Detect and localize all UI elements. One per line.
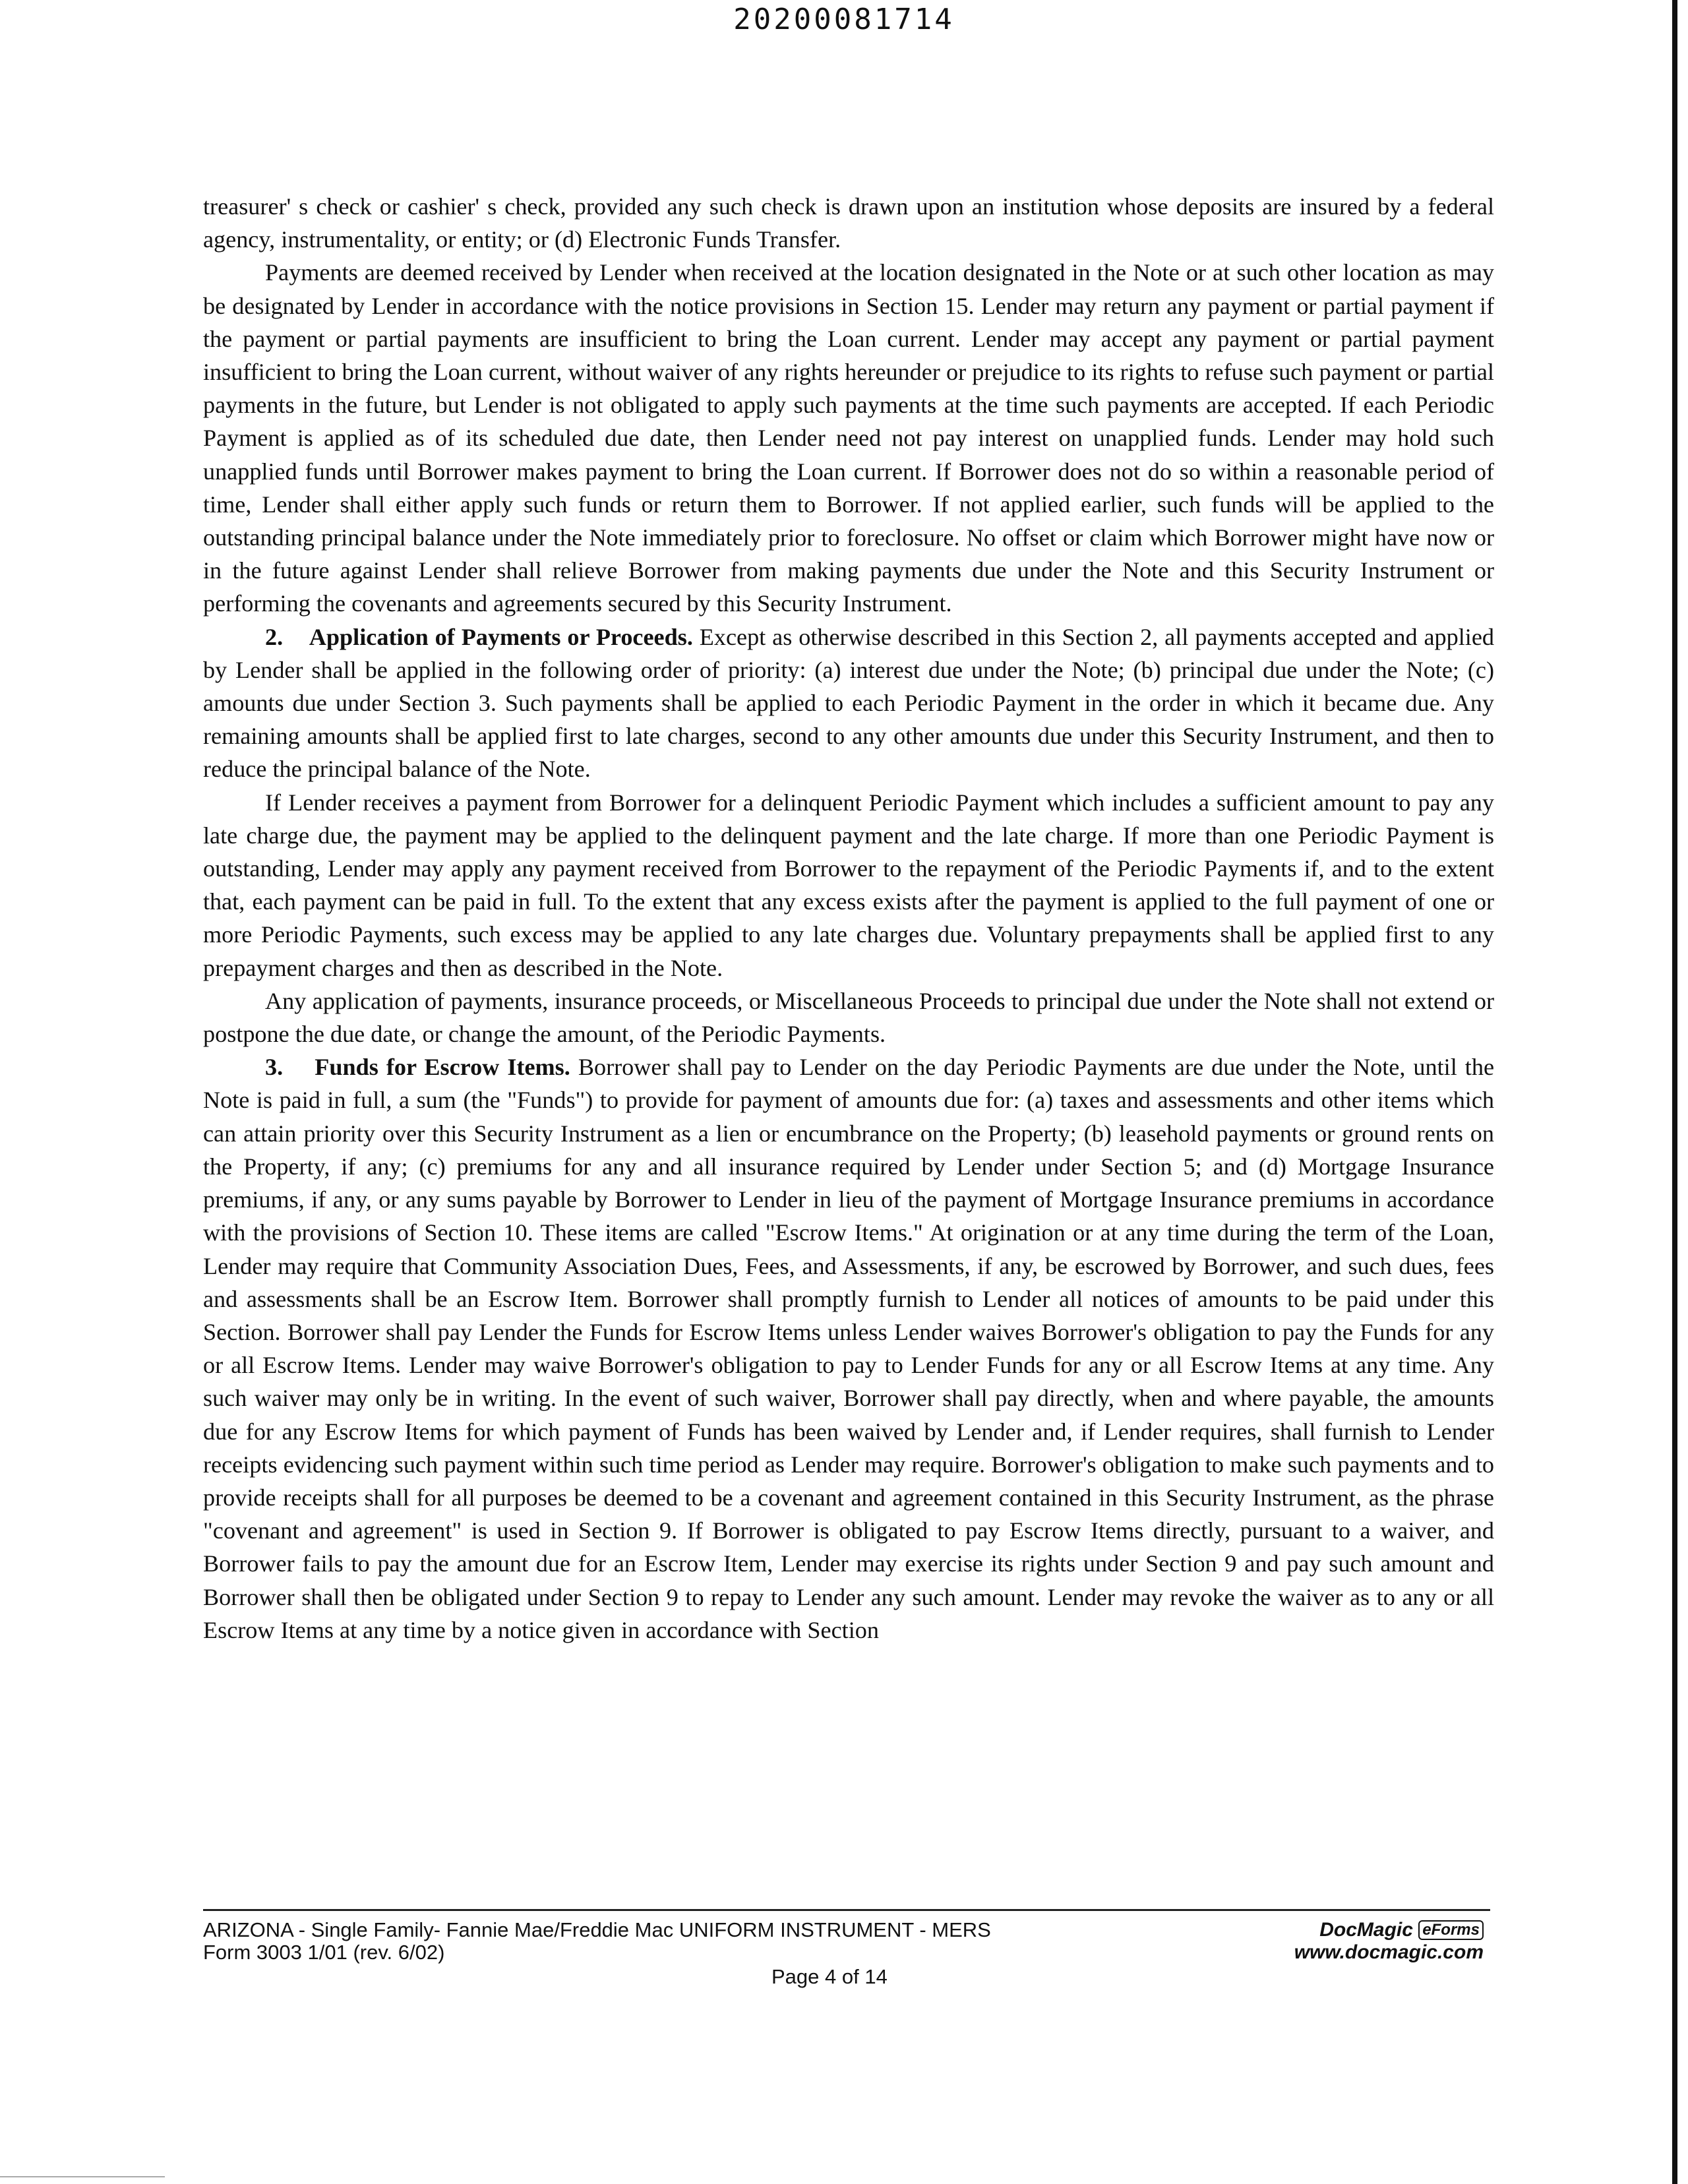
footer-divider — [203, 1909, 1490, 1911]
section-title: Application of Payments or Proceeds. — [309, 623, 693, 650]
section-text: Borrower shall pay to Lender on the day Periodic Payments are due under the Note, until the Note is paid in full, a sum (the "Funds") to provide for payment of amounts due for: (a) taxes and assessments and other items which can attain priority over this Security Instrument as a lien or encumbrance on the Property; (b) leasehold payments or ground rents on the Property, if any; (c) premiums for any and all insurance required by Lender under Section 5; and (d) Mortgage Insurance premiums, if any, or any sums payable by Borrower to Lender in lieu of the payment of Mortgage Insurance premiums in accordance with the provisions of Section 10. These items are called "Escrow Items." At origination or at any time during the term of the Loan, Lender may require that Community Association Dues, Fees, and Assessments, if any, be escrowed by Borrower, and such dues, fees and assessments shall be an Escrow Item. Borrower shall promptly furnish to Lender all notices of amounts to be paid under this Section. Borrower shall pay Lender the Funds for Escrow Items unless Lender waives Borrower's obligation to pay the Funds for any or all Escrow Items. Lender may waive Borrower's obligation to pay to Lender Funds for any or all Escrow Items at any time. Any such waiver may only be in writing. In the event of such waiver, Borrower shall pay directly, when and where payable, the amounts due for any Escrow Items for which payment of Funds has been waived by Lender and, if Lender requires, shall furnish to Lender receipts evidencing such payment within such time period as Lender may require. Borrower's obligation to make such payments and to provide receipts shall for all purposes be deemed to be a covenant and agreement contained in this Security Instrument, as the phrase "covenant and agreement" is used in Section 9. If Borrower is obligated to pay Escrow Items directly, pursuant to a waiver, and Borrower fails to pay the amount due for an Escrow Item, Lender may exercise its rights under Section 9 and pay such amount and Borrower shall then be obligated under Section 9 to repay to Lender any such amount. Lender may revoke the waiver as to any or all Escrow Items at any time by a notice given in accordance with Section — [203, 1054, 1495, 1643]
paragraph: Payments are deemed received by Lender when received at the location designated in the Note or at such other location as may be designated by Lender in accordance with the notice provisions in Section 15. Lender may return any payment or partial payment if the payment or partial payments are insufficient to bring the Loan current. Lender may accept any payment or partial payment insufficient to bring the Loan current, without waiver of any rights hereunder or prejudice to its rights to refuse such payment or partial payments in the future, but Lender is not obligated to apply such payments at the time such payments are accepted. If each Periodic Payment is applied as of its scheduled due date, then Lender need not pay interest on unapplied funds. Lender may hold such unapplied funds until Borrower makes payment to bring the Loan current. If Borrower does not do so within a reasonable period of time, Lender shall either apply such funds or return them to Borrower. If not applied earlier, such funds will be applied to the outstanding principal balance under the Note immediately prior to foreclosure. No offset or claim which Borrower might have now or in the future against Lender shall relieve Borrower from making payments due under the Note and this Security Instrument or performing the covenants and agreements secured by this Security Instrument. — [203, 259, 1494, 617]
eforms-logo-icon: eForms — [1418, 1920, 1484, 1940]
form-number: Form 3003 1/01 (rev. 6/02) — [203, 1941, 445, 1964]
paragraph: If Lender receives a payment from Borrower for a delinquent Periodic Payment which includes a sufficient amount to pay any late charge due, the payment may be applied to the delinquent payment and the late charge. If more than one Periodic Payment is outstanding, Lender may apply any payment received from Borrower to the repayment of the Periodic Payments if, and to the extent that, each payment can be paid in full. To the extent that any excess exists after the payment is applied to the full payment of one or more Periodic Payments, such excess may be applied to any late charges due. Voluntary prepayments shall be applied first to any prepayment charges and then as described in the Note. — [203, 789, 1494, 981]
document-body — [203, 190, 1494, 1647]
section-number: 3. — [265, 1054, 284, 1081]
section-paragraph — [203, 621, 1494, 786]
scan-edge-border — [1672, 0, 1677, 2184]
section-paragraph — [203, 1050, 1494, 1647]
form-title: ARIZONA - Single Family- Fannie Mae/Freddie Mac UNIFORM INSTRUMENT - MERS — [203, 1918, 991, 1941]
paragraph: Any application of payments, insurance proceeds, or Miscellaneous Proceeds to principal due under the Note shall not extend or postpone the due date, or change the amount, of the Periodic Payments. — [203, 987, 1494, 1048]
docmagic-branding — [1246, 1919, 1484, 1964]
brand-website: www.docmagic.com — [1294, 1941, 1484, 1963]
recording-number: 20200081714 — [733, 3, 955, 36]
form-identification — [203, 1919, 991, 1964]
page-number: Page 4 of 14 — [771, 1965, 888, 1988]
brand-name: DocMagic — [1319, 1919, 1413, 1941]
section-title: Funds for Escrow Items. — [315, 1054, 570, 1081]
scan-artifact-line — [0, 2176, 165, 2177]
section-number: 2. — [265, 623, 284, 650]
paragraph: treasurer' s check or cashier' s check, provided any such check is drawn upon an institution whose deposits are insured by a federal agency, instrumentality, or entity; or (d) Electronic Funds Transfer. — [203, 193, 1494, 253]
section-text: Except as otherwise described in this Section 2, all payments accepted and applied by Lender shall be applied in the following order of priority: (a) interest due under the Note; (b) principal due under the Note; (c) amounts due under Section 3. Such payments shall be applied to each Periodic Payment in the order in which it became due. Any remaining amounts shall be applied first to late charges, second to any other amounts due under this Security Instrument, and then to reduce the principal balance of the Note. — [203, 623, 1494, 783]
